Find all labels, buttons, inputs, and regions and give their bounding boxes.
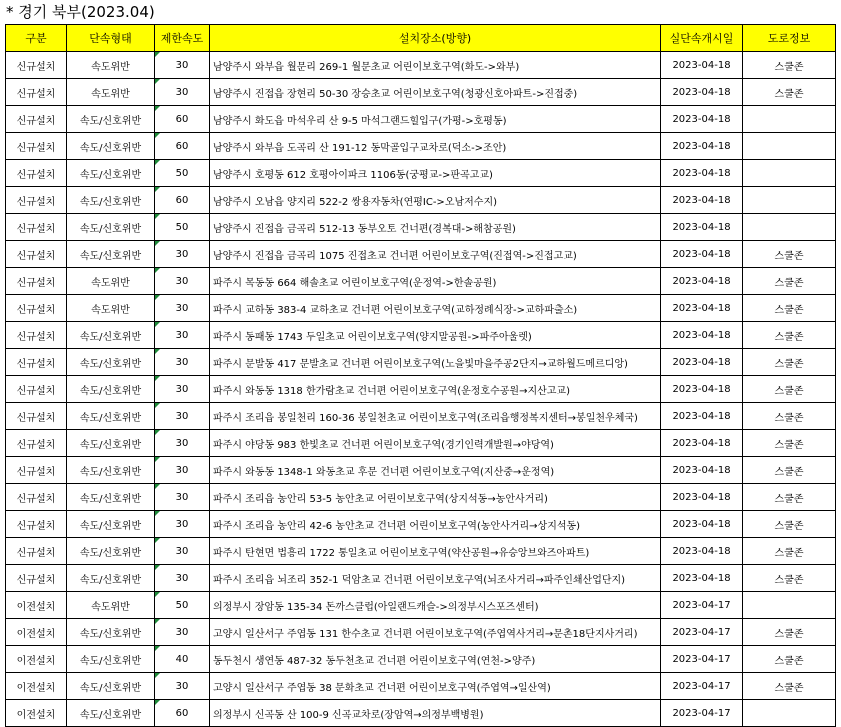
table-row (6, 106, 836, 133)
speed-limit-cell (155, 376, 210, 403)
location-cell: 동두천시 생연동 487-32 동두천초교 건너편 어린이보호구역(연천->양주) (210, 646, 661, 673)
category-cell: 신규설치 (6, 376, 67, 403)
table-row (6, 268, 836, 295)
category-cell: 신규설치 (6, 295, 67, 322)
start-date-cell: 2023-04-18 (661, 214, 743, 241)
start-date-cell: 2023-04-18 (661, 457, 743, 484)
start-date-cell: 2023-04-18 (661, 268, 743, 295)
speed-limit-value: 30 (175, 275, 189, 287)
speed-limit-cell (155, 214, 210, 241)
header-speed-limit: 제한속도 (155, 25, 210, 52)
category-cell: 신규설치 (6, 403, 67, 430)
category-cell: 신규설치 (6, 52, 67, 79)
cell-comment-marker (155, 349, 160, 354)
location-cell: 파주시 탄현면 법흥리 1722 통일초교 어린이보호구역(약산공원→유승앙브와즈아파트) (210, 538, 661, 565)
speed-limit-value: 30 (175, 437, 189, 449)
road-info-cell: 스쿨존 (743, 268, 836, 295)
enforcement-type-cell: 속도/신호위반 (67, 457, 155, 484)
enforcement-type-cell: 속도/신호위반 (67, 673, 155, 700)
header-location: 설치장소(방향) (210, 25, 661, 52)
location-cell: 파주시 조리읍 농안리 53-5 농안초교 어린이보호구역(상지석동→농안사거리) (210, 484, 661, 511)
cell-comment-marker (155, 511, 160, 516)
table-row (6, 484, 836, 511)
start-date-cell: 2023-04-18 (661, 106, 743, 133)
speed-limit-cell (155, 241, 210, 268)
start-date-cell: 2023-04-18 (661, 484, 743, 511)
start-date-cell: 2023-04-18 (661, 322, 743, 349)
enforcement-type-cell: 속도/신호위반 (67, 322, 155, 349)
cell-comment-marker (155, 430, 160, 435)
road-info-cell: 스쿨존 (743, 241, 836, 268)
speed-limit-cell (155, 268, 210, 295)
cell-comment-marker (155, 106, 160, 111)
category-cell: 신규설치 (6, 241, 67, 268)
category-cell: 신규설치 (6, 214, 67, 241)
category-cell: 신규설치 (6, 106, 67, 133)
road-info-cell (743, 214, 836, 241)
cell-comment-marker (155, 241, 160, 246)
cell-comment-marker (155, 322, 160, 327)
start-date-cell: 2023-04-18 (661, 160, 743, 187)
cell-comment-marker (155, 457, 160, 462)
table-row (6, 511, 836, 538)
location-cell: 파주시 조리읍 뇌조리 352-1 덕암초교 건너편 어린이보호구역(뇌조사거리→파주인쇄산업단지) (210, 565, 661, 592)
table-row (6, 79, 836, 106)
table-row (6, 133, 836, 160)
cell-comment-marker (155, 133, 160, 138)
enforcement-type-cell: 속도/신호위반 (67, 133, 155, 160)
speed-limit-value: 50 (175, 599, 189, 611)
cell-comment-marker (155, 52, 160, 57)
start-date-cell: 2023-04-18 (661, 295, 743, 322)
enforcement-type-cell: 속도/신호위반 (67, 430, 155, 457)
header-category: 구분 (6, 25, 67, 52)
camera-table (5, 24, 836, 727)
speed-limit-value: 30 (175, 491, 189, 503)
cell-comment-marker (155, 376, 160, 381)
cell-comment-marker (155, 619, 160, 624)
road-info-cell: 스쿨존 (743, 295, 836, 322)
location-cell: 고양시 일산서구 주엽동 38 문화초교 건너편 어린이보호구역(주엽역→일산역) (210, 673, 661, 700)
start-date-cell: 2023-04-17 (661, 700, 743, 727)
speed-limit-value: 30 (175, 86, 189, 98)
cell-comment-marker (155, 403, 160, 408)
road-info-cell: 스쿨존 (743, 430, 836, 457)
enforcement-type-cell: 속도/신호위반 (67, 187, 155, 214)
speed-limit-cell (155, 673, 210, 700)
category-cell: 신규설치 (6, 268, 67, 295)
location-cell: 남양주시 진접읍 금곡리 1075 진접초교 건너편 어린이보호구역(진접역->진접고교) (210, 241, 661, 268)
road-info-cell: 스쿨존 (743, 646, 836, 673)
speed-limit-cell (155, 403, 210, 430)
speed-limit-cell (155, 349, 210, 376)
category-cell: 신규설치 (6, 484, 67, 511)
speed-limit-cell (155, 79, 210, 106)
table-row (6, 160, 836, 187)
table-row (6, 592, 836, 619)
category-cell: 신규설치 (6, 349, 67, 376)
start-date-cell: 2023-04-18 (661, 403, 743, 430)
start-date-cell: 2023-04-18 (661, 241, 743, 268)
table-row (6, 700, 836, 727)
header-enforcement-type: 단속형태 (67, 25, 155, 52)
location-cell: 의정부시 장암동 135-34 돈까스클럽(아일랜드캐슬->의정부시스포즈센터) (210, 592, 661, 619)
speed-limit-cell (155, 646, 210, 673)
road-info-cell (743, 160, 836, 187)
location-cell: 파주시 동패동 1743 두일초교 어린이보호구역(양지말공원->파주아울렛) (210, 322, 661, 349)
location-cell: 파주시 문발동 417 문발초교 건너편 어린이보호구역(노을빛마을주공2단지→교하월드메르디앙) (210, 349, 661, 376)
enforcement-type-cell: 속도/신호위반 (67, 565, 155, 592)
category-cell: 신규설치 (6, 565, 67, 592)
location-cell: 남양주시 오남읍 양지리 522-2 쌍용자동차(연평IC->오남저수지) (210, 187, 661, 214)
table-row (6, 619, 836, 646)
location-cell: 파주시 목동동 664 해솔초교 어린이보호구역(운정역->한솔공원) (210, 268, 661, 295)
speed-limit-value: 30 (175, 626, 189, 638)
category-cell: 신규설치 (6, 160, 67, 187)
speed-limit-value: 30 (175, 383, 189, 395)
road-info-cell: 스쿨존 (743, 457, 836, 484)
cell-comment-marker (155, 268, 160, 273)
speed-limit-value: 30 (175, 59, 189, 71)
start-date-cell: 2023-04-18 (661, 52, 743, 79)
enforcement-type-cell: 속도/신호위반 (67, 349, 155, 376)
header-start-date: 실단속개시일 (661, 25, 743, 52)
speed-limit-value: 30 (175, 329, 189, 341)
category-cell: 신규설치 (6, 457, 67, 484)
category-cell: 신규설치 (6, 322, 67, 349)
speed-limit-cell (155, 511, 210, 538)
road-info-cell (743, 700, 836, 727)
road-info-cell (743, 106, 836, 133)
location-cell: 남양주시 진접읍 금곡리 512-13 동부오토 건너편(경복대->해참공원) (210, 214, 661, 241)
cell-comment-marker (155, 592, 160, 597)
cell-comment-marker (155, 187, 160, 192)
table-row (6, 322, 836, 349)
speed-limit-value: 30 (175, 464, 189, 476)
cell-comment-marker (155, 160, 160, 165)
category-cell: 신규설치 (6, 430, 67, 457)
speed-limit-value: 60 (175, 194, 189, 206)
speed-limit-cell (155, 457, 210, 484)
speed-limit-cell (155, 52, 210, 79)
speed-limit-cell (155, 700, 210, 727)
road-info-cell: 스쿨존 (743, 79, 836, 106)
table-row (6, 430, 836, 457)
start-date-cell: 2023-04-18 (661, 349, 743, 376)
location-cell: 남양주시 진접읍 장현리 50-30 장승초교 어린이보호구역(청광신호아파트->진접중) (210, 79, 661, 106)
header-road-info: 도로정보 (743, 25, 836, 52)
speed-limit-cell (155, 187, 210, 214)
table-row (6, 349, 836, 376)
speed-limit-value: 60 (175, 707, 189, 719)
speed-limit-cell (155, 565, 210, 592)
road-info-cell: 스쿨존 (743, 52, 836, 79)
start-date-cell: 2023-04-18 (661, 376, 743, 403)
enforcement-type-cell: 속도/신호위반 (67, 106, 155, 133)
enforcement-type-cell: 속도위반 (67, 52, 155, 79)
start-date-cell: 2023-04-17 (661, 619, 743, 646)
enforcement-type-cell: 속도/신호위반 (67, 403, 155, 430)
road-info-cell (743, 187, 836, 214)
table-row (6, 673, 836, 700)
start-date-cell: 2023-04-18 (661, 538, 743, 565)
speed-limit-cell (155, 322, 210, 349)
enforcement-type-cell: 속도/신호위반 (67, 160, 155, 187)
enforcement-type-cell: 속도/신호위반 (67, 241, 155, 268)
category-cell: 신규설치 (6, 79, 67, 106)
speed-limit-value: 30 (175, 572, 189, 584)
road-info-cell (743, 592, 836, 619)
table-row (6, 241, 836, 268)
location-cell: 남양주시 와부읍 월문리 269-1 월문초교 어린이보호구역(화도->와부) (210, 52, 661, 79)
start-date-cell: 2023-04-17 (661, 646, 743, 673)
table-row (6, 295, 836, 322)
road-info-cell: 스쿨존 (743, 349, 836, 376)
cell-comment-marker (155, 214, 160, 219)
speed-limit-cell (155, 160, 210, 187)
start-date-cell: 2023-04-17 (661, 592, 743, 619)
location-cell: 파주시 조리읍 농안리 42-6 농안초교 건너편 어린이보호구역(농안사거리→상지석동) (210, 511, 661, 538)
enforcement-type-cell: 속도/신호위반 (67, 619, 155, 646)
location-cell: 파주시 와동동 1348-1 와동초교 후문 건너편 어린이보호구역(지산중→운정역) (210, 457, 661, 484)
road-info-cell: 스쿨존 (743, 565, 836, 592)
category-cell: 신규설치 (6, 538, 67, 565)
category-cell: 이전설치 (6, 619, 67, 646)
road-info-cell: 스쿨존 (743, 376, 836, 403)
table-row (6, 52, 836, 79)
location-cell: 의정부시 신곡동 산 100-9 신곡교차로(장암역→의정부백병원) (210, 700, 661, 727)
enforcement-type-cell: 속도위반 (67, 592, 155, 619)
enforcement-type-cell: 속도/신호위반 (67, 376, 155, 403)
road-info-cell (743, 133, 836, 160)
table-row (6, 376, 836, 403)
location-cell: 파주시 교하동 383-4 교하초교 건너편 어린이보호구역(교하정례식장->교하파출소) (210, 295, 661, 322)
location-cell: 고양시 일산서구 주엽동 131 한수초교 건너편 어린이보호구역(주엽역사거리→문촌18단지사거리) (210, 619, 661, 646)
road-info-cell: 스쿨존 (743, 484, 836, 511)
speed-limit-value: 50 (175, 221, 189, 233)
speed-limit-cell (155, 538, 210, 565)
cell-comment-marker (155, 79, 160, 84)
start-date-cell: 2023-04-18 (661, 511, 743, 538)
enforcement-type-cell: 속도/신호위반 (67, 646, 155, 673)
category-cell: 신규설치 (6, 511, 67, 538)
start-date-cell: 2023-04-18 (661, 79, 743, 106)
category-cell: 신규설치 (6, 133, 67, 160)
speed-limit-cell (155, 592, 210, 619)
speed-limit-cell (155, 106, 210, 133)
road-info-cell: 스쿨존 (743, 511, 836, 538)
enforcement-type-cell: 속도위반 (67, 295, 155, 322)
speed-limit-cell (155, 430, 210, 457)
location-cell: 파주시 야당동 983 한빛초교 건너편 어린이보호구역(경기인력개발원→야당역) (210, 430, 661, 457)
cell-comment-marker (155, 295, 160, 300)
speed-limit-value: 30 (175, 518, 189, 530)
road-info-cell: 스쿨존 (743, 673, 836, 700)
table-row (6, 214, 836, 241)
start-date-cell: 2023-04-18 (661, 133, 743, 160)
table-row (6, 565, 836, 592)
road-info-cell: 스쿨존 (743, 322, 836, 349)
location-cell: 남양주시 와부읍 도곡리 산 191-12 동막골입구교차로(덕소->조안) (210, 133, 661, 160)
table-row (6, 457, 836, 484)
speed-limit-value: 60 (175, 140, 189, 152)
enforcement-type-cell: 속도/신호위반 (67, 484, 155, 511)
table-row (6, 403, 836, 430)
location-cell: 파주시 조리읍 봉일천리 160-36 봉일천초교 어린이보호구역(조리읍행정복지센터→봉일천우체국) (210, 403, 661, 430)
cell-comment-marker (155, 538, 160, 543)
table-row (6, 646, 836, 673)
category-cell: 이전설치 (6, 646, 67, 673)
speed-limit-cell (155, 619, 210, 646)
speed-limit-value: 60 (175, 113, 189, 125)
header-row (6, 25, 836, 52)
category-cell: 이전설치 (6, 592, 67, 619)
location-cell: 파주시 와동동 1318 한가람초교 건너편 어린이보호구역(운정호수공원→지산고교) (210, 376, 661, 403)
speed-limit-value: 40 (175, 653, 189, 665)
speed-limit-value: 30 (175, 545, 189, 557)
enforcement-type-cell: 속도위반 (67, 79, 155, 106)
speed-limit-cell (155, 295, 210, 322)
start-date-cell: 2023-04-18 (661, 430, 743, 457)
category-cell: 이전설치 (6, 673, 67, 700)
table-row (6, 538, 836, 565)
speed-limit-value: 30 (175, 356, 189, 368)
location-cell: 남양주시 호평동 612 호평아이파크 1106동(궁평교->판곡고교) (210, 160, 661, 187)
cell-comment-marker (155, 673, 160, 678)
table-row (6, 187, 836, 214)
cell-comment-marker (155, 484, 160, 489)
enforcement-type-cell: 속도위반 (67, 268, 155, 295)
speed-limit-value: 50 (175, 167, 189, 179)
speed-limit-cell (155, 133, 210, 160)
cell-comment-marker (155, 565, 160, 570)
start-date-cell: 2023-04-18 (661, 565, 743, 592)
category-cell: 이전설치 (6, 700, 67, 727)
speed-limit-value: 30 (175, 410, 189, 422)
category-cell: 신규설치 (6, 187, 67, 214)
start-date-cell: 2023-04-17 (661, 673, 743, 700)
road-info-cell: 스쿨존 (743, 403, 836, 430)
enforcement-type-cell: 속도/신호위반 (67, 214, 155, 241)
road-info-cell: 스쿨존 (743, 619, 836, 646)
speed-limit-cell (155, 484, 210, 511)
speed-limit-value: 30 (175, 680, 189, 692)
location-cell: 남양주시 화도읍 마석우리 산 9-5 마석그랜드힐입구(가평->호평동) (210, 106, 661, 133)
page-title: * 경기 북부(2023.04) (6, 3, 155, 21)
start-date-cell: 2023-04-18 (661, 187, 743, 214)
speed-limit-value: 30 (175, 248, 189, 260)
enforcement-type-cell: 속도/신호위반 (67, 700, 155, 727)
cell-comment-marker (155, 646, 160, 651)
road-info-cell: 스쿨존 (743, 538, 836, 565)
enforcement-type-cell: 속도/신호위반 (67, 511, 155, 538)
enforcement-type-cell: 속도/신호위반 (67, 538, 155, 565)
speed-limit-value: 30 (175, 302, 189, 314)
